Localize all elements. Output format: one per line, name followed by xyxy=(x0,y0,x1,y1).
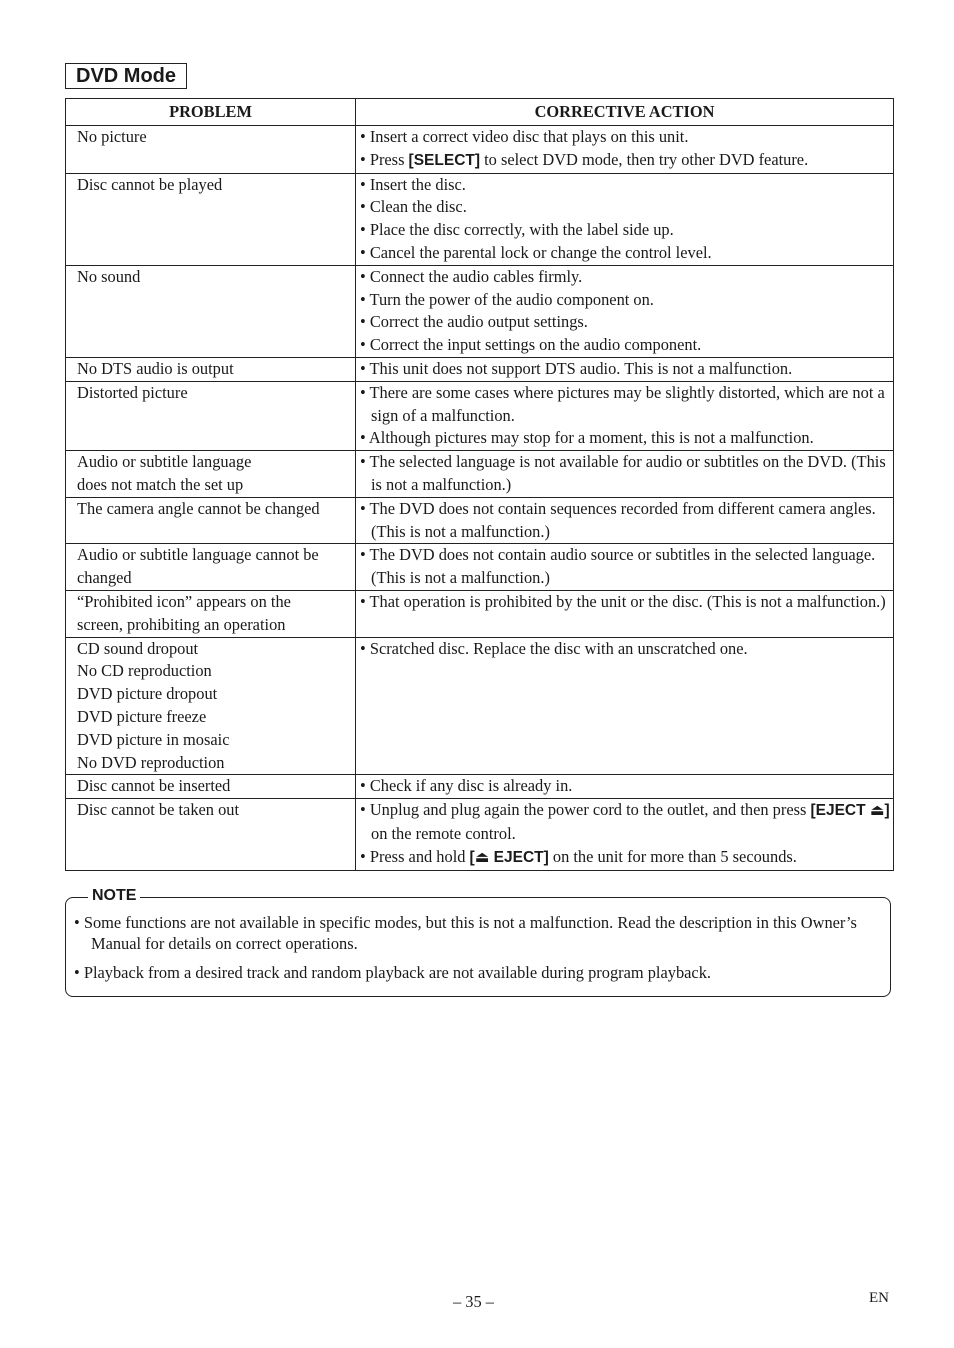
action-text: • The DVD does not contain sequences recorded from different camera angles. (This is not a malfunction.) xyxy=(360,498,876,541)
problem-cell xyxy=(66,173,356,265)
action-item xyxy=(360,149,891,173)
problem-text: DVD picture dropout xyxy=(77,684,218,704)
table-row xyxy=(66,799,894,870)
table-header-row xyxy=(66,99,894,126)
table-row xyxy=(66,451,894,498)
table-row xyxy=(66,637,894,775)
action-text: • The selected language is not available for audio or subtitles on the DVD. (This is not a malfunction.) xyxy=(360,452,886,494)
problem-cell xyxy=(66,799,356,870)
action-text: • Cancel the parental lock or change the control level. xyxy=(360,242,712,262)
action-item xyxy=(360,219,891,242)
page-number: – 35 – xyxy=(453,1292,494,1311)
action-cell xyxy=(356,173,894,265)
problem-cell xyxy=(66,544,356,591)
action-header: CORRECTIVE ACTION xyxy=(356,99,894,126)
button-reference: [SELECT] xyxy=(408,151,481,169)
problem-cell xyxy=(66,497,356,544)
action-cell xyxy=(356,799,894,870)
problem-text: No picture xyxy=(77,127,147,146)
action-text: • Press and hold xyxy=(360,846,470,866)
action-item xyxy=(360,799,891,846)
action-item xyxy=(360,358,891,381)
action-text: • Place the disc correctly, with the label side up. xyxy=(360,220,674,240)
table-row xyxy=(66,173,894,265)
action-cell xyxy=(356,544,894,591)
action-item xyxy=(360,334,891,357)
table-body xyxy=(66,126,894,871)
action-item xyxy=(360,174,891,197)
problem-text: DVD picture freeze xyxy=(77,706,207,726)
action-item xyxy=(360,846,891,870)
action-cell xyxy=(356,126,894,174)
action-text: on the unit for more than 5 secounds. xyxy=(548,846,797,866)
action-text: • Turn the power of the audio component on. xyxy=(360,289,654,309)
problem-text: No DTS audio is output xyxy=(77,358,234,378)
action-text: • This unit does not support DTS audio. This is not a malfunction. xyxy=(360,358,793,378)
action-cell xyxy=(356,381,894,450)
action-text: to select DVD mode, then try other DVD feature. xyxy=(480,149,809,169)
action-text: • Clean the disc. xyxy=(360,197,467,217)
problem-cell xyxy=(66,357,356,381)
action-item xyxy=(360,126,891,149)
action-cell xyxy=(356,637,894,775)
problem-text: No sound xyxy=(77,266,141,286)
table-row xyxy=(66,544,894,591)
troubleshooting-table xyxy=(65,98,894,871)
action-text: • Scratched disc. Replace the disc with an unscratched one. xyxy=(360,638,748,658)
problem-text: DVD picture in mosaic xyxy=(77,729,230,749)
problem-cell xyxy=(66,637,356,775)
problem-text: CD sound dropout xyxy=(77,638,199,658)
action-item xyxy=(360,498,891,544)
action-item xyxy=(360,451,891,497)
action-item xyxy=(360,775,891,798)
problem-text: “Prohibited icon” appears on the xyxy=(77,591,291,611)
action-text: • Connect the audio cables firmly. xyxy=(360,266,583,286)
problem-text: Distorted picture xyxy=(77,382,188,402)
table-row xyxy=(66,126,894,174)
table-row xyxy=(66,357,894,381)
action-text: • Insert a correct video disc that plays on this unit. xyxy=(360,127,689,146)
problem-text: screen, prohibiting an operation xyxy=(77,614,286,634)
problem-text: No DVD reproduction xyxy=(77,752,225,772)
button-reference: [⏏ EJECT] xyxy=(469,848,549,866)
action-item xyxy=(360,382,891,428)
problem-header: PROBLEM xyxy=(66,99,356,126)
action-item xyxy=(360,427,891,450)
action-cell xyxy=(356,775,894,799)
action-cell xyxy=(356,357,894,381)
action-item xyxy=(360,311,891,334)
action-text: • That operation is prohibited by the unit or the disc. (This is not a malfunction.) xyxy=(360,591,886,611)
action-text: • Correct the input settings on the audio component. xyxy=(360,335,702,355)
action-text: on the remote control. xyxy=(371,823,516,843)
table-row xyxy=(66,265,894,357)
action-cell xyxy=(356,451,894,498)
table-row xyxy=(66,497,894,544)
problem-text: No CD reproduction xyxy=(77,661,212,681)
action-item xyxy=(360,242,891,265)
note-item: • Playback from a desired track and random playback are not available during program playback. xyxy=(74,963,711,982)
table-row xyxy=(66,381,894,450)
problem-text: The camera angle cannot be changed xyxy=(77,498,320,518)
action-item xyxy=(360,638,891,661)
action-text: • Correct the audio output settings. xyxy=(360,312,588,332)
action-text: • There are some cases where pictures may be slightly distorted, which are not a sign of a malfunction. xyxy=(360,382,885,425)
action-text: • The DVD does not contain audio source or subtitles in the selected language. (This is not a malfunction.) xyxy=(360,545,876,588)
language-code: EN xyxy=(869,1290,889,1306)
section-title: DVD Mode xyxy=(65,63,187,89)
action-cell xyxy=(356,497,894,544)
action-cell xyxy=(356,265,894,357)
action-item xyxy=(360,591,891,614)
action-item xyxy=(360,289,891,312)
problem-text: Disc cannot be taken out xyxy=(77,800,240,820)
problem-text: Disc cannot be inserted xyxy=(77,776,231,796)
button-reference: [EJECT ⏏] xyxy=(810,802,890,820)
problem-cell xyxy=(66,265,356,357)
action-text: • Insert the disc. xyxy=(360,174,466,194)
action-text: • Press xyxy=(360,149,409,169)
table-row xyxy=(66,590,894,637)
action-text: • Unplug and plug again the power cord to the outlet, and then press xyxy=(360,800,811,820)
problem-cell xyxy=(66,775,356,799)
problem-text: Disc cannot be played xyxy=(77,174,223,194)
problem-cell xyxy=(66,381,356,450)
action-text: • Although pictures may stop for a moment, this is not a malfunction. xyxy=(360,428,814,448)
table-row xyxy=(66,775,894,799)
action-cell xyxy=(356,590,894,637)
action-item xyxy=(360,196,891,219)
problem-cell xyxy=(66,126,356,174)
problem-text: Audio or subtitle language xyxy=(77,452,252,472)
note-label: NOTE xyxy=(88,886,140,906)
action-item xyxy=(360,544,891,590)
problem-cell xyxy=(66,451,356,498)
problem-cell xyxy=(66,590,356,637)
note-items xyxy=(74,912,880,991)
problem-text: Audio or subtitle language cannot be changed xyxy=(77,545,319,588)
action-text: • Check if any disc is already in. xyxy=(360,776,573,796)
problem-text: does not match the set up xyxy=(77,474,244,494)
action-item xyxy=(360,266,891,289)
note-item: • Some functions are not available in specific modes, but this is not a malfunction. Read the description in this Owner’s Manual for details on correct operations. xyxy=(74,913,857,953)
